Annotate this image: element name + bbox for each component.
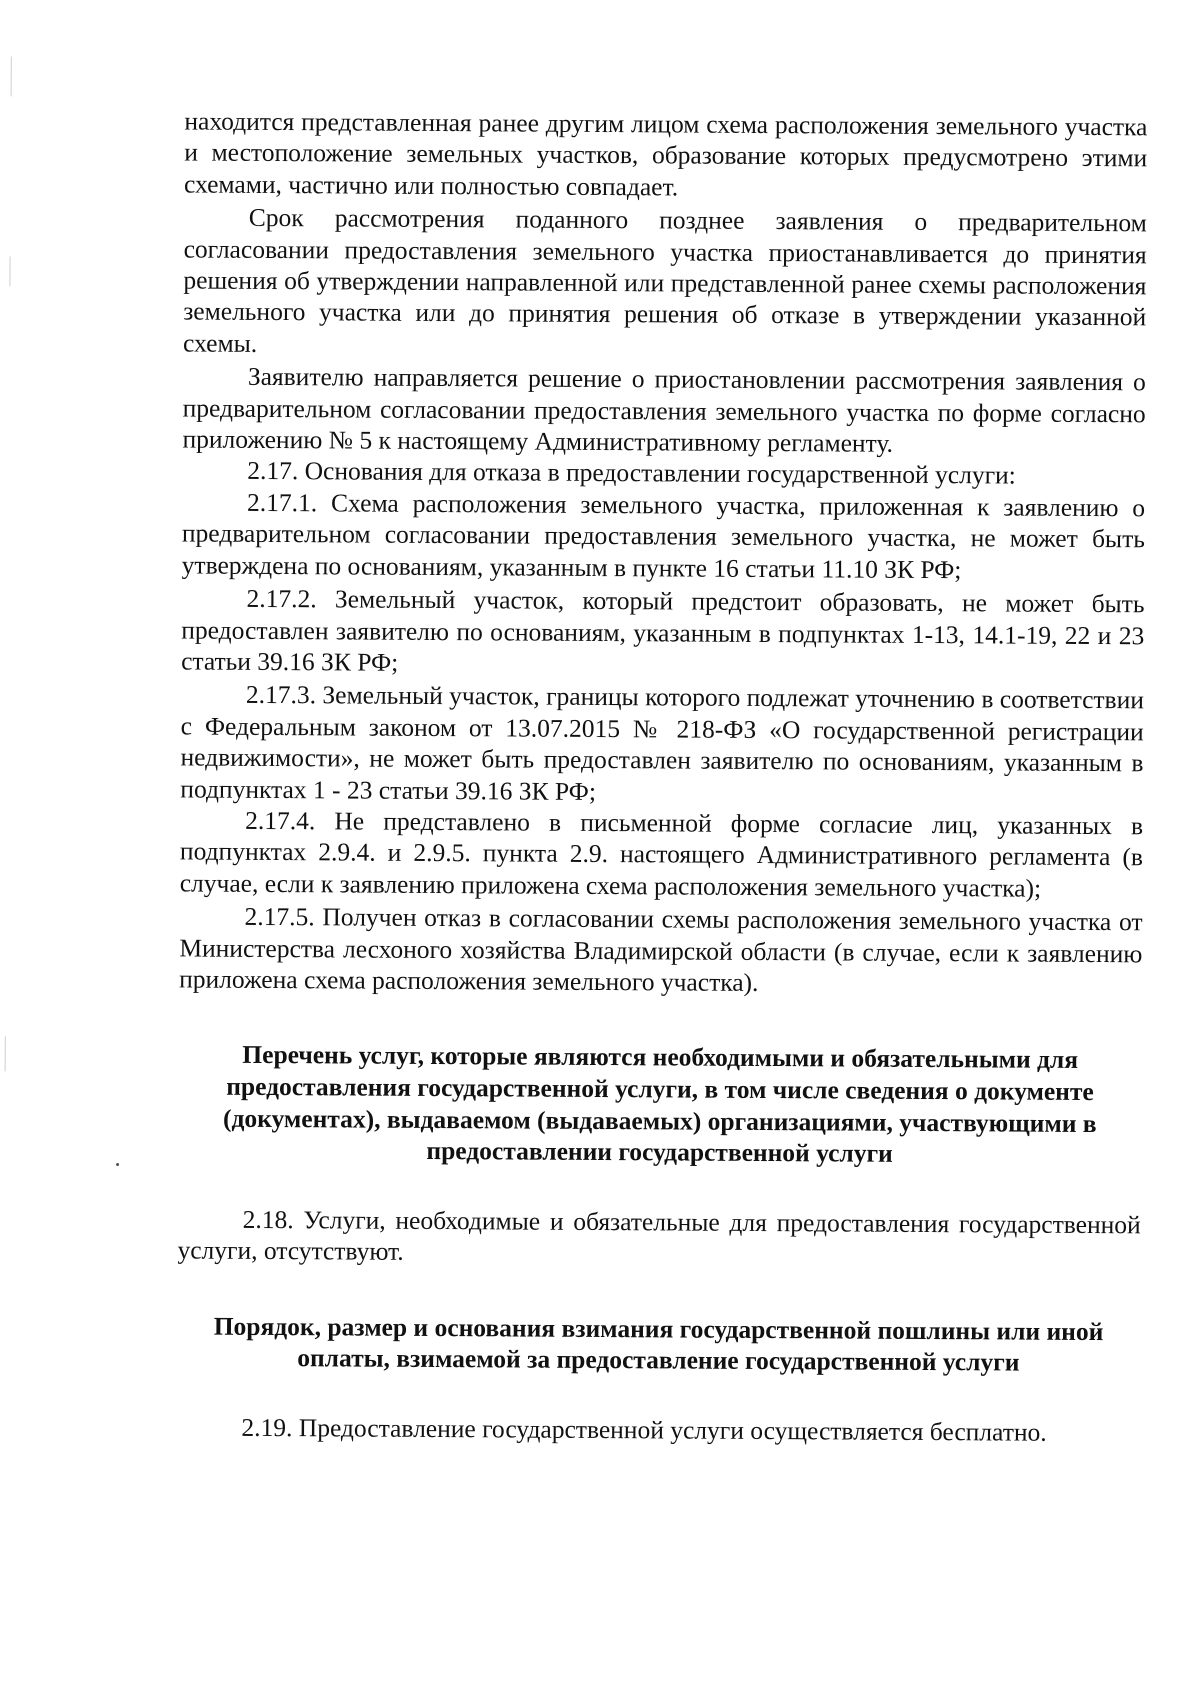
section-heading-necessary-services: Перечень услуг, которые являются необходимыми и обязательными для предоставления государственной услуги, в том числе сведения о документе (документах), выдаваемом (выдаваемых) организациями, участвующими в предоставлении государственной услуги <box>222 1040 1097 1168</box>
paragraph-review-period: Срок рассмотрения поданного позднее заявления о предварительном согласовании предоставления земельного участка приостанавливается до принятия решения об утверждении направленной или представленной ранее схемы расположения земельного участка или до принятия решения об отказе в утверждении указанной схемы. <box>182 203 1147 358</box>
paragraph-continuation: находится представленная ранее другим лицом схема расположения земельного участка и местоположение земельных участков, образование которых предусмотрено этими схемами, частично или полностью совпадает. <box>183 106 1148 202</box>
scan-edge-mark <box>11 56 12 96</box>
paragraph-2-17-3: 2.17.3. Земельный участок, границы которого подлежат уточнению в соответствии с Федеральным законом от 13.07.2015 № 218-ФЗ «О государственной регистрации недвижимости», не может быть предоставлен заявителю по основаниям, указанным в подпунктах 1 - 23 статьи 39.16 ЗК РФ; <box>180 680 1145 806</box>
scan-speck <box>116 1163 119 1166</box>
paragraph-2-18: 2.18. Услуги, необходимые и обязательные для предоставления государственной услуги, отсутствуют. <box>177 1204 1141 1266</box>
scan-edge-mark <box>5 1036 6 1071</box>
paragraph-2-17-5: 2.17.5. Получен отказ в согласовании схемы расположения земельного участка от Министерства лесхоного хозяйства Владимирской области (в случае, если к заявлению приложена схема расположения земельного участка). <box>179 901 1143 997</box>
paragraph-suspension-notice: Заявителю направляется решение о приостановлении рассмотрения заявления о предварительном согласовании предоставления земельного участка по форме согласно приложению № 5 к настоящему Административному регламенту. <box>182 362 1146 458</box>
section-heading-state-fee: Порядок, размер и основания взимания государственной пошлины или иной оплаты, взимаемой за предоставление государственной услуги <box>213 1311 1104 1377</box>
scan-edge-mark <box>9 256 10 286</box>
paragraph-2-17-2: 2.17.2. Земельный участок, который предстоит образовать, не может быть предоставлен заявителю по основаниям, указанным в подпунктах 1-13, 14.1-19, 22 и 23 статьи 39.16 ЗК РФ; <box>181 583 1145 677</box>
paragraph-2-19: 2.19. Предоставление государственной услуги осуществляется бесплатно. <box>241 1412 1047 1447</box>
paragraph-2-17: 2.17. Основания для отказа в предоставлении государственной услуги: <box>247 456 1016 491</box>
document-body <box>176 105 1147 1448</box>
paragraph-2-17-1: 2.17.1. Схема расположения земельного участка, приложенная к заявлению о предварительном согласовании предоставления земельного участка, не может быть утверждена по основаниям, указанным в пункте 16 статьи 11.10 ЗК РФ; <box>181 487 1146 584</box>
paragraph-2-17-4: 2.17.4. Не представлено в письменной форме согласие лиц, указанных в подпунктах 2.9.4. и 2.9.5. пункта 2.9. настоящего Административного регламента (в случае, если к заявлению приложена схема расположения земельного участка); <box>179 805 1144 903</box>
